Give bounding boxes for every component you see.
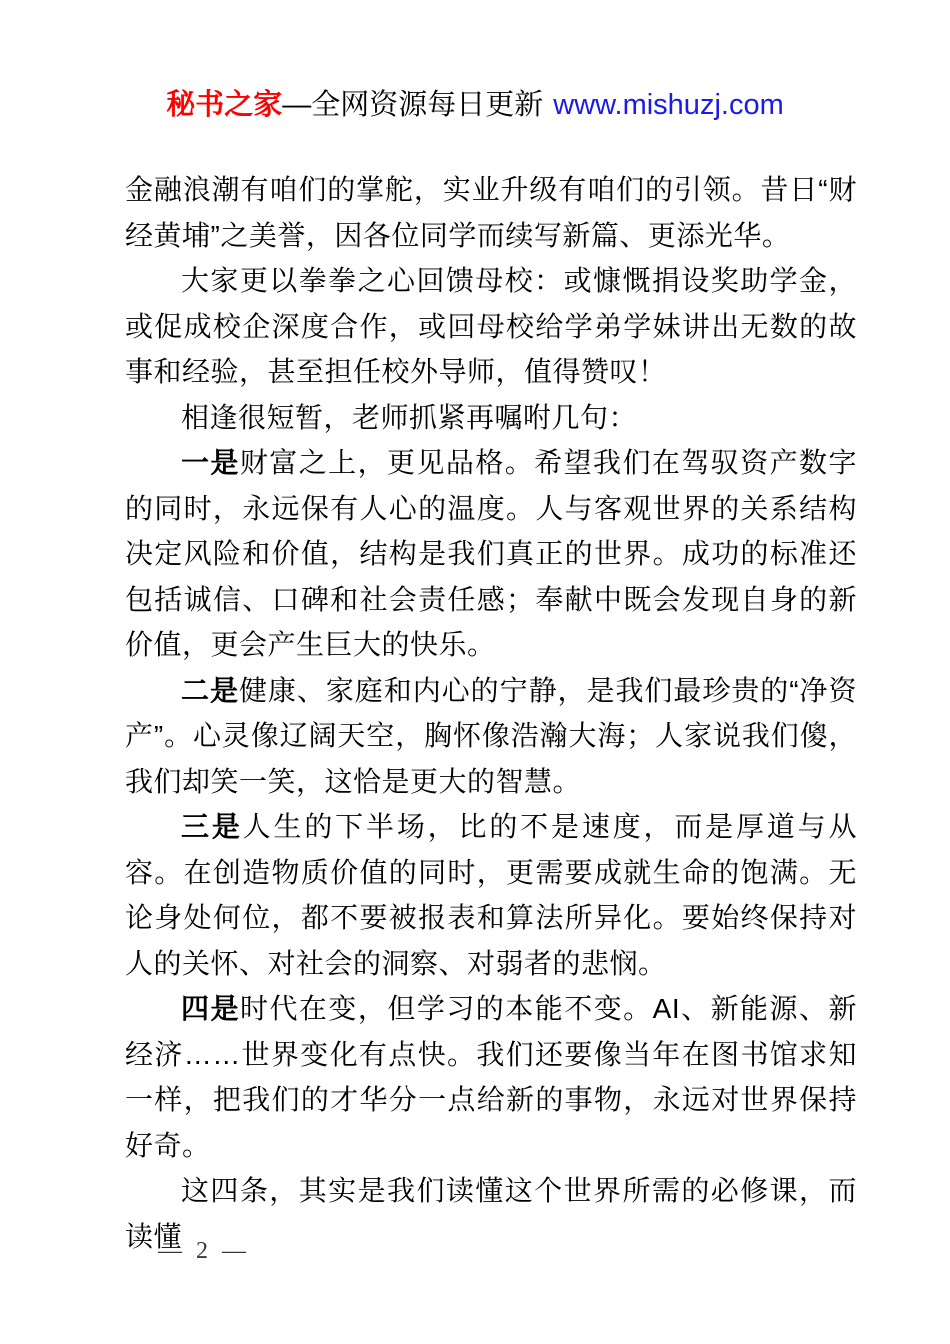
paragraph — [125, 167, 857, 258]
paragraph-lead: 四是 — [181, 993, 240, 1024]
paragraph-lead: 一是 — [181, 447, 240, 478]
paragraph — [125, 395, 857, 441]
paragraph-text: 财富之上，更见品格。希望我们在驾驭资产数字的同时，永远保有人心的温度。人与客观世界的关系结构决定风险和价值，结构是我们真正的世界。成功的标准还包括诚信、口碑和社会责任感；奉献中既会发现自身的新价值，更会产生巨大的快乐。 — [125, 447, 857, 660]
paragraph-text: 人生的下半场，比的不是速度，而是厚道与从容。在创造物质价值的同时，更需要成就生命的饱满。无论身处何位，都不要被报表和算法所异化。要始终保持对人的关怀、对社会的洞察、对弱者的悲悯。 — [125, 811, 857, 979]
page-number: — 2 — — [158, 1238, 250, 1264]
document-body — [125, 167, 857, 1259]
site-url-link[interactable]: www.mishuzj.com — [553, 89, 784, 121]
site-tagline: 全网资源每日更新 — [311, 89, 544, 121]
paragraph — [125, 258, 857, 395]
paragraph-lead: 二是 — [181, 674, 239, 706]
paragraph — [125, 804, 857, 986]
site-name: 秘书之家 — [166, 89, 283, 121]
paragraph-text: 健康、家庭和内心的宁静，是我们最珍贵的“净资产”。心灵像辽阔天空，胸怀像浩瀚大海；人家说我们傻，我们却笑一笑，这恰是更大的智慧。 — [125, 674, 857, 797]
paragraph-text: 金融浪潮有咱们的掌舵，实业升级有咱们的引领。昔日“财经黄埔”之美誉，因各位同学而续写新篇、更添光华。 — [125, 174, 857, 251]
paragraph — [125, 986, 857, 1168]
site-header — [0, 88, 950, 122]
header-separator: — — [282, 89, 312, 121]
paragraph — [125, 440, 857, 668]
paragraph-text: 这四条，其实是我们读懂这个世界所需的必修课，而读懂 — [125, 1175, 857, 1252]
paragraph — [125, 668, 857, 805]
paragraph-text: 相逢很短暂，老师抓紧再嘱咐几句： — [181, 401, 638, 433]
paragraph-lead: 三是 — [181, 811, 243, 842]
paragraph-text: 时代在变，但学习的本能不变。AI、新能源、新经济……世界变化有点快。我们还要像当年在图书馆求知一样，把我们的才华分一点给新的事物，永远对世界保持好奇。 — [125, 993, 857, 1161]
paragraph-text: 大家更以拳拳之心回馈母校：或慷慨捐设奖助学金，或促成校企深度合作，或回母校给学弟学妹讲出无数的故事和经验，甚至担任校外导师，值得赞叹！ — [125, 265, 857, 387]
